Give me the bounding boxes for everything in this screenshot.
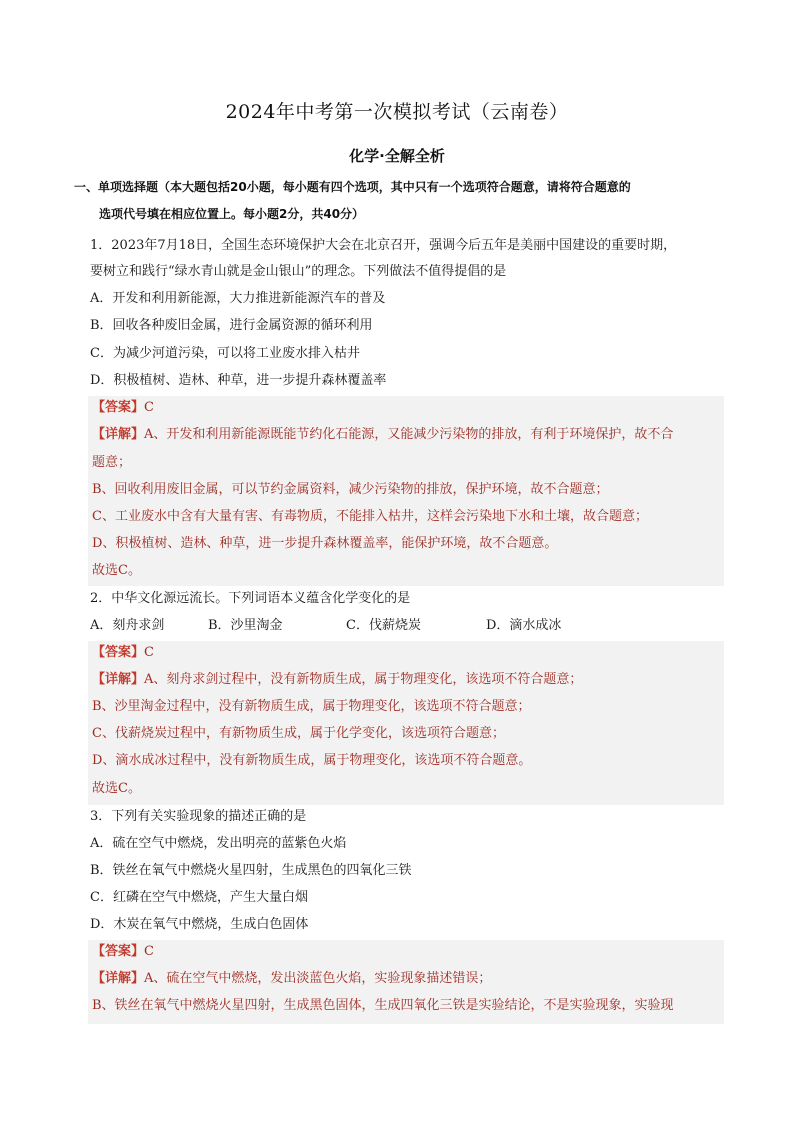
q1-answer [92,394,724,421]
q3-detail-a [92,965,724,992]
section-heading-line2: 选项代号填在相应位置上。每小题2分，共40分） [99,207,365,221]
q2-stem: 2．中华文化源远流长。下列词语本义蕴含化学变化的是 [90,591,411,606]
q3-option-d: D．木炭在氧气中燃烧，生成白色固体 [90,917,309,932]
page-title: 2024年中考第一次模拟考试（云南卷） [225,101,569,123]
q2-option-d: D．滴水成冰 [486,618,562,633]
section-heading-line1: 一、单项选择题（本大题包括20小题，每小题有四个选项，其中只有一个选项符合题意，请将符合题意的 [74,180,631,194]
q2-detail-tag: 【详解】 [92,672,145,687]
q2-detail-a-text: A、刻舟求剑过程中，没有新物质生成，属于物理变化，该选项不符合题意； [144,672,583,687]
q3-detail-a-text: A、硫在空气中燃烧，发出淡蓝色火焰，实验现象描述错误； [144,971,492,986]
q2-answer [92,639,724,666]
q3-answer-value: C [144,944,154,959]
q1-option-c: C．为减少河道污染，可以将工业废水排入枯井 [90,346,360,361]
q2-detail-a [92,666,724,693]
q2-answer-tag: 【答案】 [92,645,145,660]
q2-option-a: A．刻舟求剑 [90,618,165,633]
section-heading [74,174,730,228]
q3-stem: 3．下列有关实验现象的描述正确的是 [90,809,307,824]
q1-detail-d: D、积极植树、造林、种草，进一步提升森林覆盖率，能保护环境，故不合题意。 [92,536,558,551]
q1-detail-c: C、工业废水中含有大量有害、有毒物质，不能排入枯井，这样会污染地下水和土壤，故合题意； [92,509,648,524]
q2-option-b: B．沙里淘金 [208,618,283,633]
q1-detail-tag: 【详解】 [92,427,145,442]
q1-option-b: B．回收各种废旧金属，进行金属资源的循环利用 [90,318,373,333]
q1-option-d: D．积极植树、造林、种草，进一步提升森林覆盖率 [90,373,387,388]
q3-detail-tag: 【详解】 [92,971,145,986]
q1-detail-a-text: A、开发和利用新能源既能节约化石能源，又能减少污染物的排放，有利于环境保护，故不合 [144,427,674,442]
q2-option-c: C．伐薪烧炭 [346,618,421,633]
q2-conclusion: 故选C。 [92,781,141,796]
q2-options [90,612,730,639]
q2-detail-d: D、滴水成冰过程中，没有新物质生成，属于物理变化，该选项不符合题意。 [92,753,532,768]
q1-option-a: A．开发和利用新能源，大力推进新能源汽车的普及 [90,291,386,306]
q3-detail-b: B、铁丝在氧气中燃烧火星四射，生成黑色固体，生成四氧化三铁是实验结论，不是实验现象，实验现 [92,998,674,1013]
q1-answer-value: C [144,400,154,415]
q1-stem-line2: 要树立和践行“绿水青山就是金山银山”的理念。下列做法不值得提倡的是 [90,264,507,279]
page-subtitle: 化学·全解全析 [349,147,445,165]
q3-answer-tag: 【答案】 [92,944,145,959]
q3-answer [92,938,724,965]
q3-option-b: B．铁丝在氧气中燃烧火星四射，生成黑色的四氧化三铁 [90,863,412,878]
q1-detail-a-cont: 题意； [92,455,132,470]
q1-answer-tag: 【答案】 [92,400,145,415]
q2-detail-b: B、沙里淘金过程中，没有新物质生成，属于物理变化，该选项不符合题意； [92,699,531,714]
q1-detail-b: B、回收利用废旧金属，可以节约金属资料，减少污染物的排放，保护环境，故不合题意； [92,482,609,497]
q3-option-c: C．红磷在空气中燃烧，产生大量白烟 [90,890,308,905]
q2-detail-c: C、伐薪烧炭过程中，有新物质生成，属于化学变化，该选项符合题意； [92,726,505,741]
q1-conclusion: 故选C。 [92,563,141,578]
q2-answer-value: C [144,645,154,660]
q1-stem-line1: 1．2023年7月18日，全国生态环境保护大会在北京召开，强调今后五年是美丽中国建设的重要时期， [90,238,677,253]
q1-detail-a [92,421,724,448]
q3-option-a: A．硫在空气中燃烧，发出明亮的蓝紫色火焰 [90,836,347,851]
